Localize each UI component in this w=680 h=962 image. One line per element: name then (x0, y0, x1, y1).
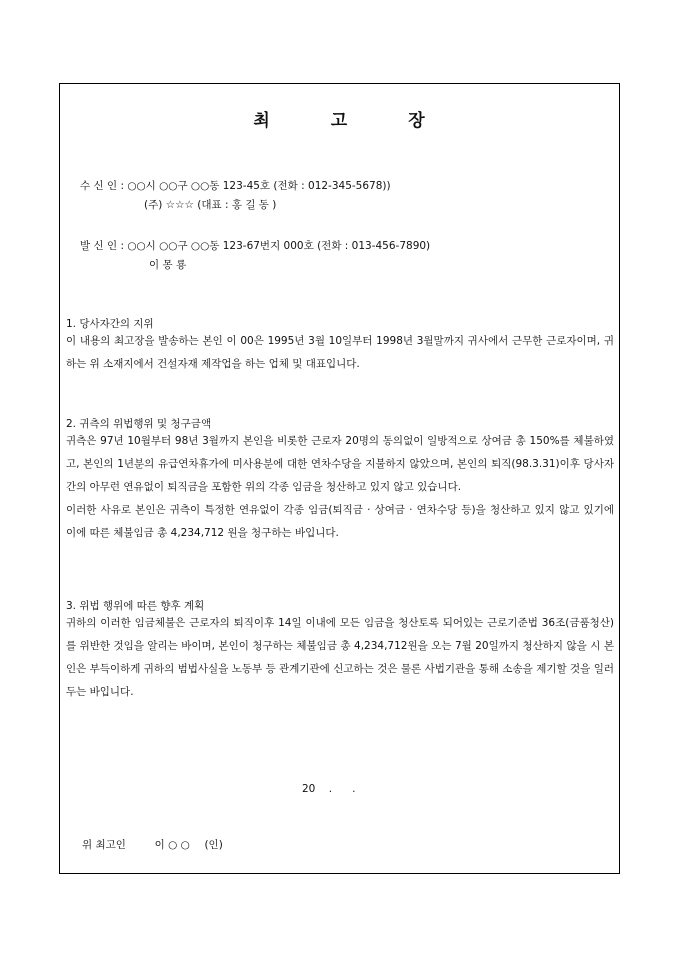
sender-line (80, 239, 430, 253)
title-char-2: 고 (330, 111, 349, 131)
document-frame (59, 83, 620, 874)
section-2-paragraph-2: 이러한 사유로 본인은 귀측이 특정한 연유없이 각종 임금(퇴직금 · 상여금 · 연차수당 등)을 청산하고 있지 않고 있기에 이에 따른 체불임금 총 4,234,712 원을 청구하는 바입니다. (66, 504, 614, 539)
recipient-company: (주) ☆☆☆ (대표 : 홍 길 동 ) (144, 199, 277, 211)
signature-line (82, 838, 223, 852)
title-char-1: 최 (253, 111, 271, 131)
section-1-heading: 1. 당사자간의 지위 (66, 318, 154, 330)
section-3-body (66, 612, 614, 704)
section-2-paragraph-1: 귀측은 97년 10월부터 98년 3월까지 본인을 비롯한 근로자 20명의 동의없이 일방적으로 상여금 총 150%를 체불하였고, 본인의 1년분의 유급연차휴가에 미사용분에 대한 연차수당을 지불하지 않았으며, 본인의 퇴직(98.3.31)이후 당사자간의 아무런 연유없이 퇴직금을 포함한 위의 각종 임금을 청산하고 있지 않고 있습니다. (66, 435, 614, 493)
signature-label: 위 최고인 (82, 839, 126, 851)
sender-address: ○○시 ○○구 ○○동 123-67번지 000호 (전화 : 013-456-7890) (127, 240, 431, 252)
section-2-heading: 2. 귀측의 위법행위 및 청구금액 (66, 418, 212, 430)
recipient-label: 수 신 인 : (80, 180, 124, 192)
section-2-body (66, 430, 614, 545)
date-line: 20 . . (302, 783, 356, 795)
sender-name: 이 몽 룡 (149, 259, 187, 271)
section-1-paragraph-1: 이 내용의 최고장을 발송하는 본인 이 00은 1995년 3월 10일부터 1998년 3월말까지 귀사에서 근무한 근로자이며, 귀하는 위 소재지에서 건설자재 제작업을 하는 업체 및 대표입니다. (66, 335, 614, 370)
section-3-paragraph-1: 귀하의 이러한 임금체불은 근로자의 퇴직이후 14일 이내에 모든 임금을 청산토록 되어있는 근로기준법 36조(금품청산)를 위반한 것임을 알리는 바이며, 본인이 청구하는 체불임금 총 4,234,712원을 오는 7월 20일까지 청산하지 않을 시 본인은 부득이하게 귀하의 범법사실을 노동부 등 관계기관에 신고하는 것은 물론 사법기관을 통해 소송을 제기할 것을 일러두는 바입니다. (66, 617, 614, 698)
title-char-3: 장 (408, 111, 426, 131)
signature-name: 이 ○ ○ (154, 839, 190, 851)
section-1-body (66, 330, 614, 376)
signature-seal: (인) (204, 839, 223, 851)
sender-label: 발 신 인 : (80, 240, 124, 252)
recipient-address: ○○시 ○○구 ○○동 123-45호 (전화 : 012-345-5678)) (127, 180, 391, 192)
recipient-line (80, 179, 391, 193)
document-title (60, 106, 619, 131)
section-3-heading: 3. 위법 행위에 따른 향후 계획 (66, 600, 205, 612)
